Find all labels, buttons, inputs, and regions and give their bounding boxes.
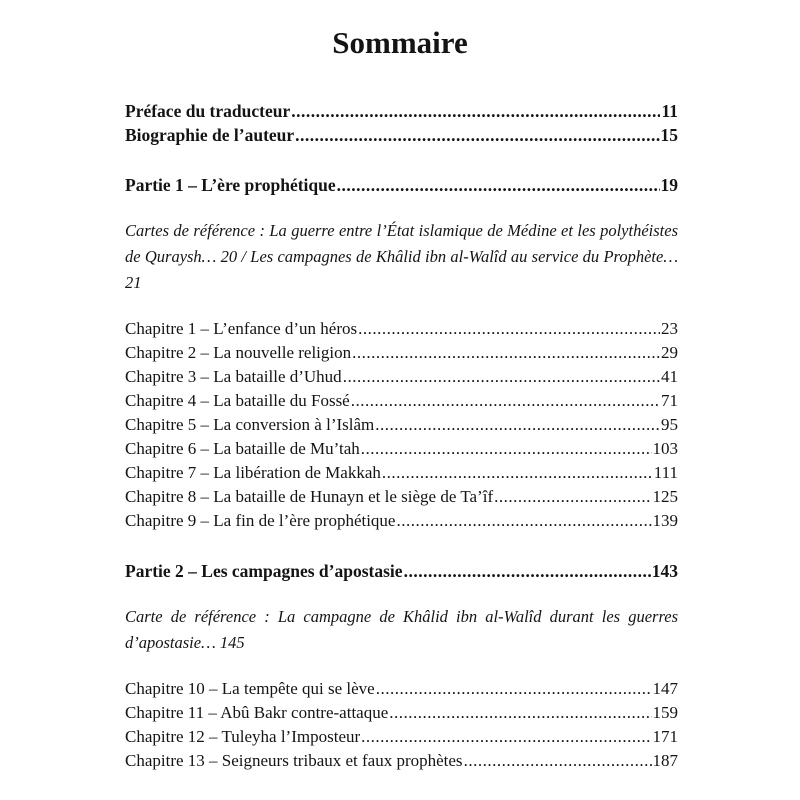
page-title: Sommaire xyxy=(332,25,468,60)
dot-leader xyxy=(375,413,660,437)
toc-entry-page: 147 xyxy=(652,679,678,698)
dot-leader xyxy=(361,437,652,461)
toc-chapter-7 xyxy=(125,461,678,485)
reference-maps-note: Cartes de référence : La guerre entre l’État islamique de Médine et les polythéistes de Quraysh… 20 / Les campagnes de Khâlid ibn al-Walîd au service du Prophète… 21 xyxy=(125,221,678,292)
dot-leader xyxy=(352,341,660,365)
toc-entry-page: 103 xyxy=(652,439,678,458)
reference-map-note: Carte de référence : La campagne de Khâlid ibn al-Walîd durant les guerres d’apostasie… 145 xyxy=(125,607,678,652)
toc-entry-page: 139 xyxy=(652,511,678,530)
dot-leader xyxy=(343,365,660,389)
toc-entry-page: 15 xyxy=(660,125,678,145)
toc-chapter-13 xyxy=(125,749,678,773)
toc-chapter-5 xyxy=(125,413,678,437)
toc-entry-page: 23 xyxy=(661,319,678,338)
toc-chapter-3 xyxy=(125,365,678,389)
toc-entry-page: 11 xyxy=(661,101,678,121)
toc-entry-label: Biographie de l’auteur xyxy=(125,125,295,145)
dot-leader xyxy=(494,485,651,509)
toc-entry-label: Chapitre 7 – La libération de Makkah xyxy=(125,463,381,482)
toc-entry-biographie xyxy=(125,123,678,147)
toc-entry-label: Chapitre 5 – La conversion à l’Islâm xyxy=(125,415,375,434)
toc-entry-page: 95 xyxy=(661,415,678,434)
toc-entry-page: 171 xyxy=(652,727,678,746)
toc-entry-page: 143 xyxy=(651,561,678,581)
toc-entry-page: 29 xyxy=(661,343,678,362)
toc-entry-label: Chapitre 2 – La nouvelle religion xyxy=(125,343,352,362)
dot-leader xyxy=(295,123,659,147)
toc-chapter-8 xyxy=(125,485,678,509)
toc-entry-label: Chapitre 11 – Abû Bakr contre-attaque xyxy=(125,703,389,722)
toc-part-heading-2 xyxy=(125,559,678,583)
dot-leader xyxy=(404,559,651,583)
toc-chapter-10 xyxy=(125,677,678,701)
toc-entry-preface xyxy=(125,99,678,123)
dot-leader xyxy=(396,509,651,533)
toc-entry-label: Chapitre 10 – La tempête qui se lève xyxy=(125,679,375,698)
toc-entry-page: 111 xyxy=(653,463,678,482)
toc-entry-page: 159 xyxy=(652,703,678,722)
dot-leader xyxy=(389,701,651,725)
toc-entry-label: Chapitre 6 – La bataille de Mu’tah xyxy=(125,439,360,458)
dot-leader xyxy=(361,725,651,749)
toc-part-heading-1 xyxy=(125,173,678,197)
toc-chapter-2 xyxy=(125,341,678,365)
toc-chapter-11 xyxy=(125,701,678,725)
toc-entry-label: Partie 1 – L’ère prophétique xyxy=(125,175,336,195)
dot-leader xyxy=(464,749,652,773)
toc-entry-label: Partie 2 – Les campagnes d’apostasie xyxy=(125,561,403,581)
toc-entry-page: 19 xyxy=(660,175,678,195)
dot-leader xyxy=(337,173,660,197)
dot-leader xyxy=(291,99,660,123)
toc-entry-label: Chapitre 13 – Seigneurs tribaux et faux prophètes xyxy=(125,751,463,770)
toc-chapter-9 xyxy=(125,509,678,533)
toc-entry-label: Chapitre 9 – La fin de l’ère prophétique xyxy=(125,511,396,530)
toc-entry-page: 187 xyxy=(652,751,678,770)
toc-entry-label: Chapitre 1 – L’enfance d’un héros xyxy=(125,319,358,338)
toc-entry-page: 41 xyxy=(661,367,678,386)
dot-leader xyxy=(376,677,652,701)
toc-entry-page: 71 xyxy=(661,391,678,410)
dot-leader xyxy=(382,461,653,485)
toc-entry-label: Chapitre 3 – La bataille d’Uhud xyxy=(125,367,342,386)
toc-entry-label: Préface du traducteur xyxy=(125,101,291,121)
toc-chapter-12 xyxy=(125,725,678,749)
toc-entry-label: Chapitre 8 – La bataille de Hunayn et le siège de Ta’îf xyxy=(125,487,494,506)
toc-chapter-4 xyxy=(125,389,678,413)
toc-chapter-1 xyxy=(125,317,678,341)
dot-leader xyxy=(351,389,660,413)
toc-entry-label: Chapitre 4 – La bataille du Fossé xyxy=(125,391,350,410)
toc-chapter-6 xyxy=(125,437,678,461)
toc-entry-page: 125 xyxy=(652,487,678,506)
dot-leader xyxy=(358,317,660,341)
toc-entry-label: Chapitre 12 – Tuleyha l’Imposteur xyxy=(125,727,361,746)
